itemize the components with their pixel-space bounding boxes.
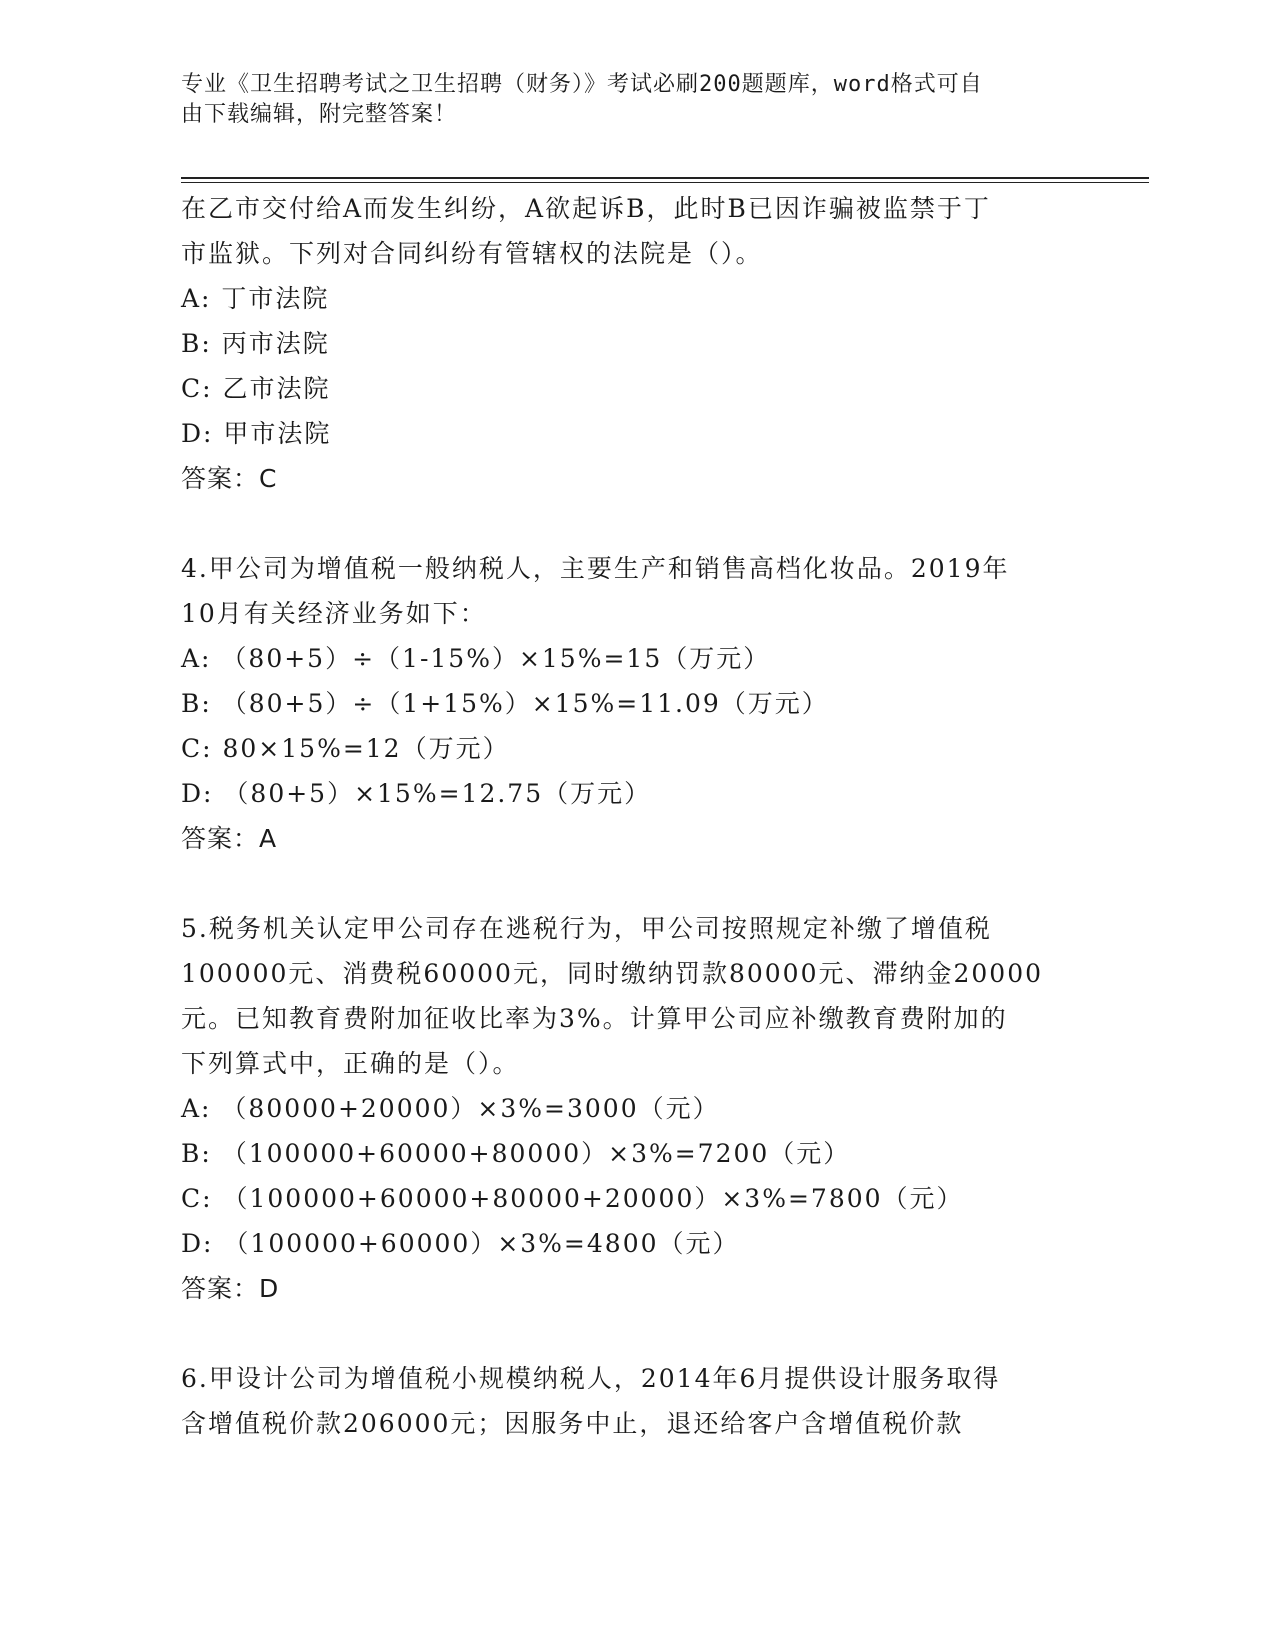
option-d: D: （80+5）×15%=12.75（万元） bbox=[181, 779, 652, 808]
question-6 bbox=[181, 1356, 1081, 1446]
question-stem-line: 6.甲设计公司为增值税小规模纳税人，2014年6月提供设计服务取得 bbox=[181, 1364, 1001, 1393]
question-3 bbox=[181, 186, 1081, 501]
answer-label: 答案：C bbox=[181, 464, 278, 493]
question-stem-line: 100000元、消费税60000元，同时缴纳罚款80000元、滞纳金20000 bbox=[181, 959, 1044, 988]
option-d: D: 甲市法院 bbox=[181, 419, 332, 448]
question-stem-line: 元。已知教育费附加征收比率为3%。计算甲公司应补缴教育费附加的 bbox=[181, 1004, 1008, 1033]
answer-label: 答案：A bbox=[181, 824, 278, 853]
question-5 bbox=[181, 906, 1081, 1311]
option-b: B: （100000+60000+80000）×3%=7200（元） bbox=[181, 1139, 851, 1168]
option-a: A: （80000+20000）×3%=3000（元） bbox=[181, 1094, 720, 1123]
option-b: B: （80+5）÷（1+15%）×15%=11.09（万元） bbox=[181, 689, 829, 718]
option-a: A: 丁市法院 bbox=[181, 284, 330, 313]
question-stem-line: 在乙市交付给A而发生纠纷，A欲起诉B，此时B已因诈骗被监禁于丁 bbox=[181, 194, 991, 223]
header-rule-thin bbox=[181, 182, 1149, 183]
option-c: C: 80×15%=12（万元） bbox=[181, 734, 510, 763]
option-c: C: 乙市法院 bbox=[181, 374, 331, 403]
question-stem-line: 下列算式中，正确的是（）。 bbox=[181, 1049, 520, 1078]
answer-label: 答案：D bbox=[181, 1274, 280, 1303]
spacer bbox=[181, 1311, 1081, 1356]
spacer bbox=[181, 501, 1081, 546]
question-stem-line: 市监狱。下列对合同纠纷有管辖权的法院是（）。 bbox=[181, 239, 763, 268]
question-stem-line: 10月有关经济业务如下： bbox=[181, 599, 487, 628]
header-line-2: 由下载编辑，附完整答案！ bbox=[181, 102, 458, 127]
spacer bbox=[181, 861, 1081, 906]
document-body bbox=[181, 186, 1081, 1446]
header-line-1: 专业《卫生招聘考试之卫生招聘（财务）》考试必刷200题题库，word格式可自 bbox=[181, 72, 983, 97]
question-stem-line: 含增值税价款206000元；因服务中止，退还给客户含增值税价款 bbox=[181, 1409, 964, 1438]
option-b: B: 丙市法院 bbox=[181, 329, 330, 358]
question-stem-line: 5.税务机关认定甲公司存在逃税行为，甲公司按照规定补缴了增值税 bbox=[181, 914, 992, 943]
option-c: C: （100000+60000+80000+20000）×3%=7800（元） bbox=[181, 1184, 964, 1213]
question-stem-line: 4.甲公司为增值税一般纳税人，主要生产和销售高档化妆品。2019年 bbox=[181, 554, 1010, 583]
document-header bbox=[181, 70, 1061, 130]
option-d: D: （100000+60000）×3%=4800（元） bbox=[181, 1229, 740, 1258]
question-4 bbox=[181, 546, 1081, 861]
option-a: A: （80+5）÷（1-15%）×15%=15（万元） bbox=[181, 644, 771, 673]
header-rule-thick bbox=[181, 177, 1149, 179]
